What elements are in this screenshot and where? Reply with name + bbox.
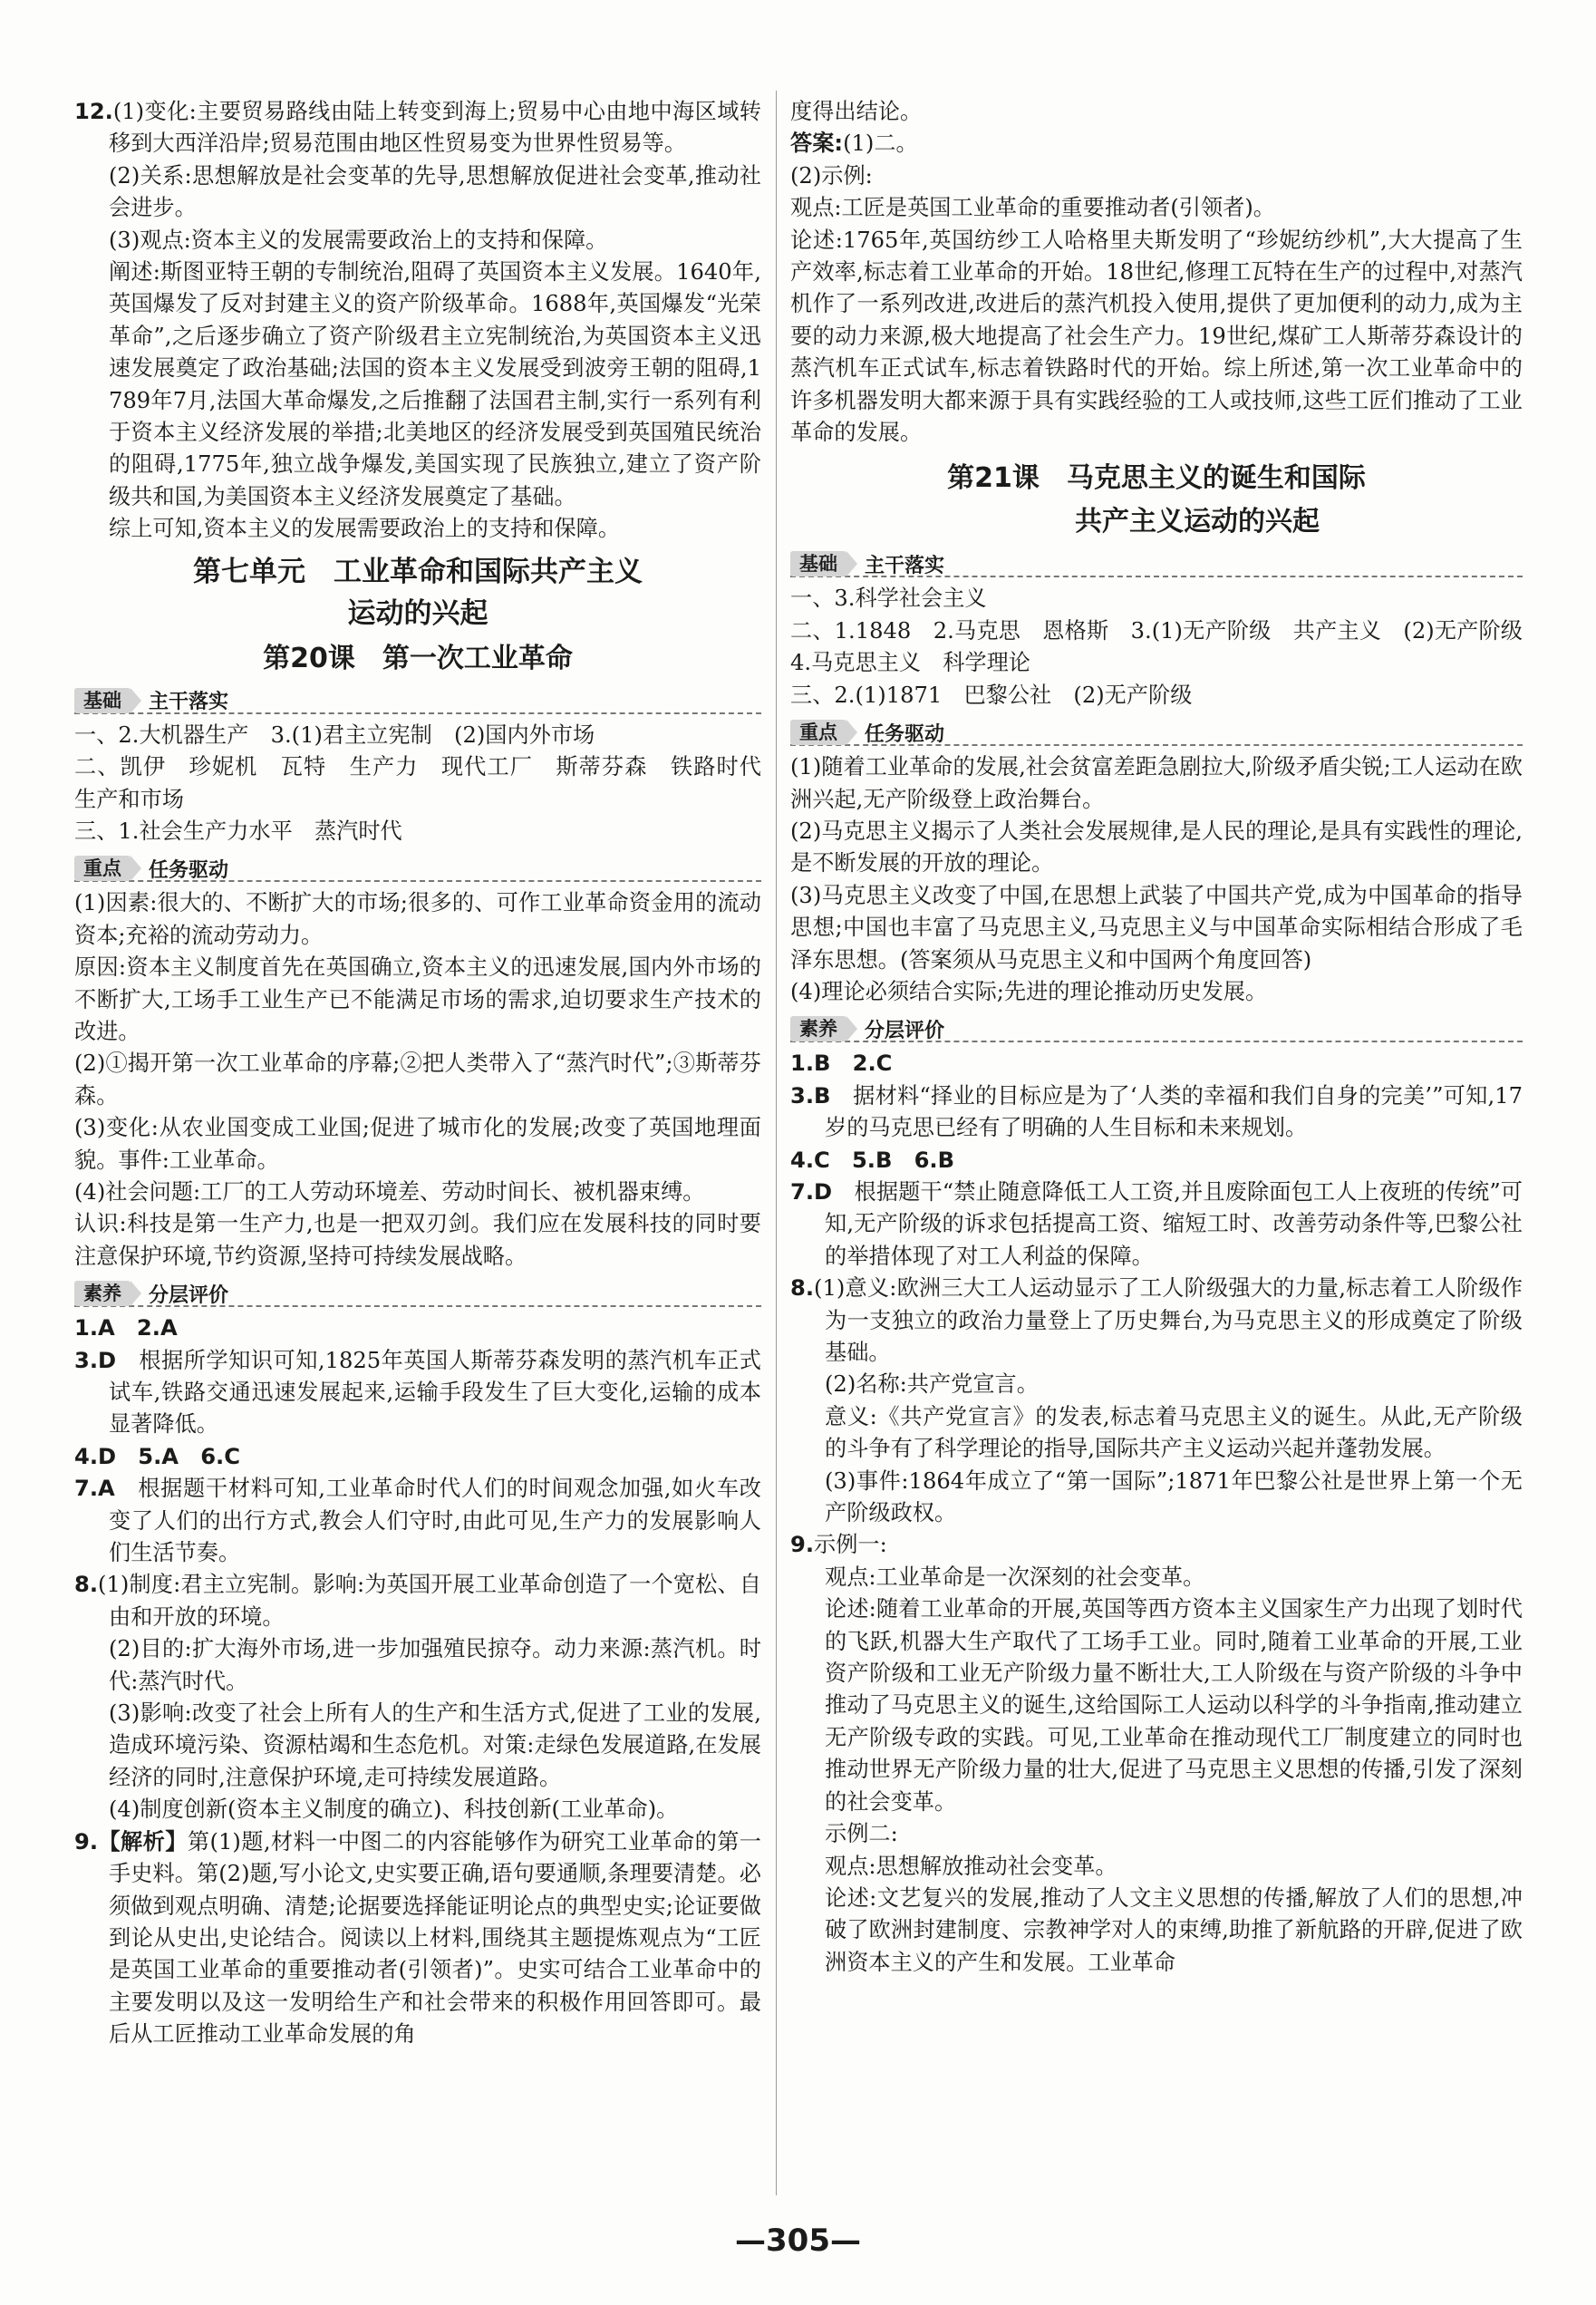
answer-paragraph: [790, 1818, 1523, 1850]
answer-text: (3)影响:改变了社会上所有人的生产和生活方式,促进了工业的发展,造成环境污染、资源枯竭和生态危机。对策:走绿色发展道路,在发展经济的同时,注意保护环境,走可持续发展道路。: [109, 1700, 761, 1790]
section-subtitle: 分层评价: [865, 1019, 945, 1042]
answer-paragraph: [790, 1466, 1523, 1530]
answer-line: (3)变化:从农业国变成工业国;促进了城市化的发展;改变了英国地理面貌。事件:工业革命。: [74, 1115, 761, 1173]
answer-text: (2)示例:: [790, 162, 873, 189]
answer-text: 阐述:斯图亚特王朝的专制统治,阻碍了英国资本主义发展。1640年,英国爆发了反对封建主义的资产阶级革命。1688年,英国爆发“光荣革命”,之后逐步确立了资产阶级君主立宪制统治,为英国资本主义迅速发展奠定了政治基础;法国的资本主义发展受到波旁王朝的阻碍,1789年7月,法国大革命爆发,之后推翻了法国君主制,实行一系列有利于资本主义经济发展的举措;北美地区的经济发展受到英国殖民统治的阻碍,1775年,独立战争爆发,美国实现了民族独立,建立了资产阶级共和国,为美国资本主义经济发展奠定了基础。: [109, 259, 761, 509]
answer-paragraph: [790, 225, 1523, 450]
question-9-continued: [790, 96, 1523, 449]
answer-text: (3)事件:1864年成立了“第一国际”;1871年巴黎公社是世界上第一个无产阶级政权。: [825, 1467, 1523, 1526]
answer-line: 二、1.1848 2.马克思 恩格斯 3.(1)无产阶级 共产主义 (2)无产阶级 4.马克思主义 科学理论: [790, 617, 1545, 676]
section-tag: 基础: [74, 688, 131, 713]
answer-paragraph: [74, 1473, 761, 1569]
answer-paragraph: [790, 128, 1523, 160]
evaluation-answers: [74, 1312, 761, 2050]
question-number: 9.: [790, 1532, 815, 1558]
key-answers: [790, 751, 1523, 1008]
answer-paragraph: [790, 1401, 1523, 1466]
question-number: 7.A: [74, 1476, 115, 1502]
answer-text: 观点:思想解放推动社会变革。: [825, 1853, 1117, 1879]
answer-text: 观点:工业革命是一次深刻的社会变革。: [825, 1564, 1205, 1590]
answer-text: (1)制度:君主立宪制。影响:为英国开展工业革命创造了一个宽松、自由和开放的环境。: [98, 1572, 761, 1630]
section-subtitle: 主干落实: [865, 554, 945, 577]
answer-text: 论述:1765年,英国纺纱工人哈格里夫斯发明了“珍妮纺纱机”,大大提高了生产效率,标志着工业革命的开始。18世纪,修理工瓦特在生产的过程中,对蒸汽机作了一系列改进,改进后的蒸汽机投入使用,提供了更加便利的动力,成为主要的动力来源,极大地提高了社会生产力。19世纪,煤矿工人斯蒂芬森设计的蒸汽机车正式试车,标志着铁路时代的开始。综上所述,第一次工业革命中的许多机器发明大都来源于具有实践经验的工人或技师,这些工匠们推动了工业革命的发展。: [790, 227, 1523, 446]
answer-line: (1)因素:很大的、不断扩大的市场;很多的、可作工业革命资金用的流动资本;充裕的流动劳动力。: [74, 890, 761, 948]
answer-paragraph: [74, 1312, 761, 1344]
answer-line: 二、凯伊 珍妮机 瓦特 生产力 现代工厂 斯蒂芬森 铁路时代 生产和市场: [74, 754, 784, 812]
answer-paragraph: [790, 1177, 1523, 1273]
section-header-basic: [74, 687, 761, 714]
lesson-21-title-line-1: 第21课 马克思主义的诞生和国际: [947, 462, 1366, 495]
answer-paragraph: [74, 1345, 761, 1441]
answer-text: (1)变化:主要贸易路线由陆上转变到海上;贸易中心由地中海区域转移到大西洋沿岸;贸易范围由地区性贸易变为世界性贸易等。: [109, 99, 761, 157]
answer-text: (2)名称:共产党宣言。: [825, 1371, 1039, 1398]
question-number: 8.: [74, 1572, 99, 1598]
question-number: 4.D 5.A 6.C: [74, 1443, 240, 1469]
basic-answers: [74, 720, 784, 848]
answer-text: (1)二。: [843, 131, 918, 157]
answer-text: 度得出结论。: [790, 99, 923, 124]
answer-line: 原因:资本主义制度首先在英国确立,资本主义的迅速发展,国内外市场的不断扩大,工场手工业生产已不能满足市场的需求,迫切要求生产技术的改进。: [74, 954, 761, 1044]
answer-text: 示例一:: [814, 1532, 887, 1558]
answer-paragraph: [790, 1883, 1523, 1979]
answer-text: (4)制度创新(资本主义制度的确立)、科技创新(工业革命)。: [109, 1797, 679, 1823]
section-tag: 基础: [790, 551, 846, 576]
answer-paragraph: [74, 1794, 761, 1826]
answer-paragraph: [790, 1369, 1523, 1400]
answer-paragraph: [74, 257, 761, 513]
right-column: [790, 96, 1545, 1979]
section-header-key: [790, 719, 1523, 746]
answer-text: 根据题干材料可知,工业革命时代人们的时间观念加强,如火车改变了人们的出行方式,教会人们守时,由此可见,生产力的发展影响人们生活节奏。: [109, 1476, 761, 1566]
answer-text: 据材料“择业的目标应是为了‘人类的幸福和我们自身的完美’”可知,17岁的马克思已经有了明确的人生目标和未来规划。: [825, 1082, 1523, 1141]
answer-line: 认识:科技是第一生产力,也是一把双刃剑。我们应在发展科技的同时要注意保护环境,节约资源,坚持可持续发展战略。: [74, 1211, 761, 1269]
section-tag: 素养: [790, 1016, 846, 1041]
answer-label: 答案:: [790, 131, 844, 157]
answer-line: 三、2.(1)1871 巴黎公社 (2)无产阶级: [790, 682, 1193, 708]
answer-line: (2)①揭开第一次工业革命的序幕;②把人类带入了“蒸汽时代”;③斯蒂芬森。: [74, 1051, 761, 1109]
question-number: 1.B 2.C: [790, 1051, 893, 1077]
answer-paragraph: [74, 96, 761, 160]
answer-paragraph: [790, 1851, 1523, 1883]
page-number: —305—: [735, 2223, 861, 2259]
answer-text: 根据所学知识可知,1825年英国人斯蒂芬森发明的蒸汽机车正式试车,铁路交通迅速发展起来,运输手段发生了巨大变化,运输的成本显著降低。: [109, 1347, 761, 1438]
answer-paragraph: [74, 1633, 761, 1698]
answer-line: (4)理论必须结合实际;先进的理论推动历史发展。: [790, 978, 1268, 1004]
section-subtitle: 任务驱动: [149, 858, 229, 882]
answer-text: (2)关系:思想解放是社会变革的先导,思想解放促进社会变革,推动社会进步。: [109, 162, 761, 221]
section-header-key: [74, 855, 761, 882]
answer-line: 三、1.社会生产力水平 蒸汽时代: [74, 818, 402, 844]
section-tag: 重点: [790, 720, 846, 745]
answer-paragraph: [790, 1593, 1523, 1818]
key-answers: [74, 887, 761, 1273]
answer-paragraph: [790, 192, 1523, 224]
section-tag: 重点: [74, 856, 131, 881]
section-header-literacy: [790, 1015, 1523, 1042]
question-number: 12.: [74, 99, 113, 124]
question-number: 9.【解析】: [74, 1828, 188, 1855]
answer-paragraph: [790, 1048, 1523, 1080]
answer-paragraph: [74, 1441, 761, 1473]
evaluation-answers: [790, 1048, 1523, 1979]
answer-text: 根据题干“禁止随意降低工人工资,并且废除面包工人上夜班的传统”可知,无产阶级的诉求包括提高工资、缩短工时、改善劳动条件等,巴黎公社的举措体现了对工人利益的保障。: [825, 1178, 1523, 1269]
lesson-21-title-line-2: 共产主义运动的兴起: [1075, 506, 1320, 538]
answer-text: (3)观点:资本主义的发展需要政治上的支持和保障。: [109, 227, 608, 253]
section-header-literacy: [74, 1280, 761, 1307]
answer-text: 论述:文艺复兴的发展,推动了人文主义思想的传播,解放了人们的思想,冲破了欧洲封建制度、宗教神学对人的束缚,助推了新航路的开辟,促进了欧洲资本主义的产生和发展。工业革命: [825, 1884, 1523, 1975]
answer-text: 意义:《共产党宣言》的发表,标志着马克思主义的诞生。从此,无产阶级的斗争有了科学理论的指导,国际共产主义运动兴起并蓬勃发展。: [825, 1403, 1523, 1462]
section-subtitle: 分层评价: [149, 1283, 229, 1307]
question-number: 4.C 5.B 6.B: [790, 1147, 955, 1173]
column-divider: [776, 91, 777, 2195]
answer-paragraph: [74, 160, 761, 225]
answer-paragraph: [790, 1562, 1523, 1593]
answer-paragraph: [790, 1080, 1523, 1145]
question-number: 7.D: [790, 1178, 833, 1205]
question-number: 1.A 2.A: [74, 1315, 178, 1341]
answer-paragraph: [790, 1273, 1523, 1369]
answer-line: (2)马克思主义揭示了人类社会发展规律,是人民的理论,是具有实践性的理论,是不断发展的开放的理论。: [790, 818, 1523, 876]
answer-paragraph: [790, 1529, 1523, 1561]
answer-text: (2)目的:扩大海外市场,进一步加强殖民掠夺。动力来源:蒸汽机。时代:蒸汽时代。: [109, 1636, 761, 1694]
section-header-basic: [790, 550, 1523, 577]
question-number: 3.D: [74, 1347, 117, 1373]
left-column: [74, 96, 784, 2051]
answer-text: (1)意义:欧洲三大工人运动显示了工人阶级强大的力量,标志着工人阶级作为一支独立的政治力量登上了历史舞台,为马克思主义的形成奠定了阶级基础。: [814, 1275, 1523, 1365]
section-tag: 素养: [74, 1281, 131, 1306]
answer-line: 一、3.科学社会主义: [790, 586, 987, 612]
answer-line: (3)马克思主义改变了中国,在思想上武装了中国共产党,成为中国革命的指导思想;中国也丰富了马克思主义,马克思主义与中国革命实际相结合形成了毛泽东思想。(答案须从马克思主义和中国两个角度回答): [790, 882, 1523, 973]
answer-paragraph: [790, 1145, 1523, 1177]
unit-title-line-2: 运动的兴起: [347, 596, 488, 630]
answer-text: 论述:随着工业革命的开展,英国等西方资本主义国家生产力出现了划时代的飞跃,机器大生产取代了工场手工业。同时,随着工业革命的开展,工业资产阶级和工业无产阶级力量不断壮大,工人阶级在与资产阶级的斗争中推动了马克思主义的诞生,这给国际工人运动以科学的斗争指南,推动建立无产阶级专政的实践。可见,工业革命在推动现代工厂制度建立的同时也推动世界无产阶级力量的壮大,促进了马克思主义思想的传播,引发了深刻的社会变革。: [825, 1596, 1523, 1815]
section-subtitle: 任务驱动: [865, 722, 945, 746]
answer-paragraph: [74, 1698, 761, 1794]
answer-paragraph: [74, 225, 761, 257]
answer-paragraph: [74, 513, 761, 545]
answer-line: 一、2.大机器生产 3.(1)君主立宪制 (2)国内外市场: [74, 722, 595, 748]
answer-line: (1)随着工业革命的发展,社会贫富差距急剧拉大,阶级矛盾尖锐;工人运动在欧洲兴起,无产阶级登上政治舞台。: [790, 754, 1523, 812]
answer-text: 观点:工匠是英国工业革命的重要推动者(引领者)。: [790, 195, 1275, 221]
answer-paragraph: [74, 1569, 761, 1633]
question-12: [74, 96, 761, 546]
lesson-20-title: 第20课 第一次工业革命: [263, 642, 573, 674]
question-number: 3.B: [790, 1082, 831, 1109]
answer-line: (4)社会问题:工厂的工人劳动环境差、劳动时间长、被机器束缚。: [74, 1178, 705, 1205]
basic-answers: [790, 583, 1545, 712]
question-number: 8.: [790, 1275, 815, 1302]
answer-text: 示例二:: [825, 1821, 898, 1847]
answer-text: 第(1)题,材料一中图二的内容能够作为研究工业革命的第一手史料。第(2)题,写小论文,史实要正确,语句要通顺,条理要清楚。必须做到观点明确、清楚;论据要选择能证明论点的典型史实;论证要做到论从史出,史论结合。阅读以上材料,围绕其主题提炼观点为“工匠是英国工业革命的重要推动者(引领者)”。史实可结合工业革命中的主要发明以及这一发明给生产和社会带来的积极作用回答即可。最后从工匠推动工业革命发展的角: [109, 1828, 761, 2048]
answer-paragraph: [74, 1826, 761, 2051]
answer-paragraph: [790, 160, 1523, 192]
answer-paragraph: [790, 96, 1523, 128]
unit-title-line-1: 第七单元 工业革命和国际共产主义: [193, 555, 643, 588]
answer-text: 综上可知,资本主义的发展需要政治上的支持和保障。: [109, 516, 621, 542]
section-subtitle: 主干落实: [149, 691, 229, 714]
